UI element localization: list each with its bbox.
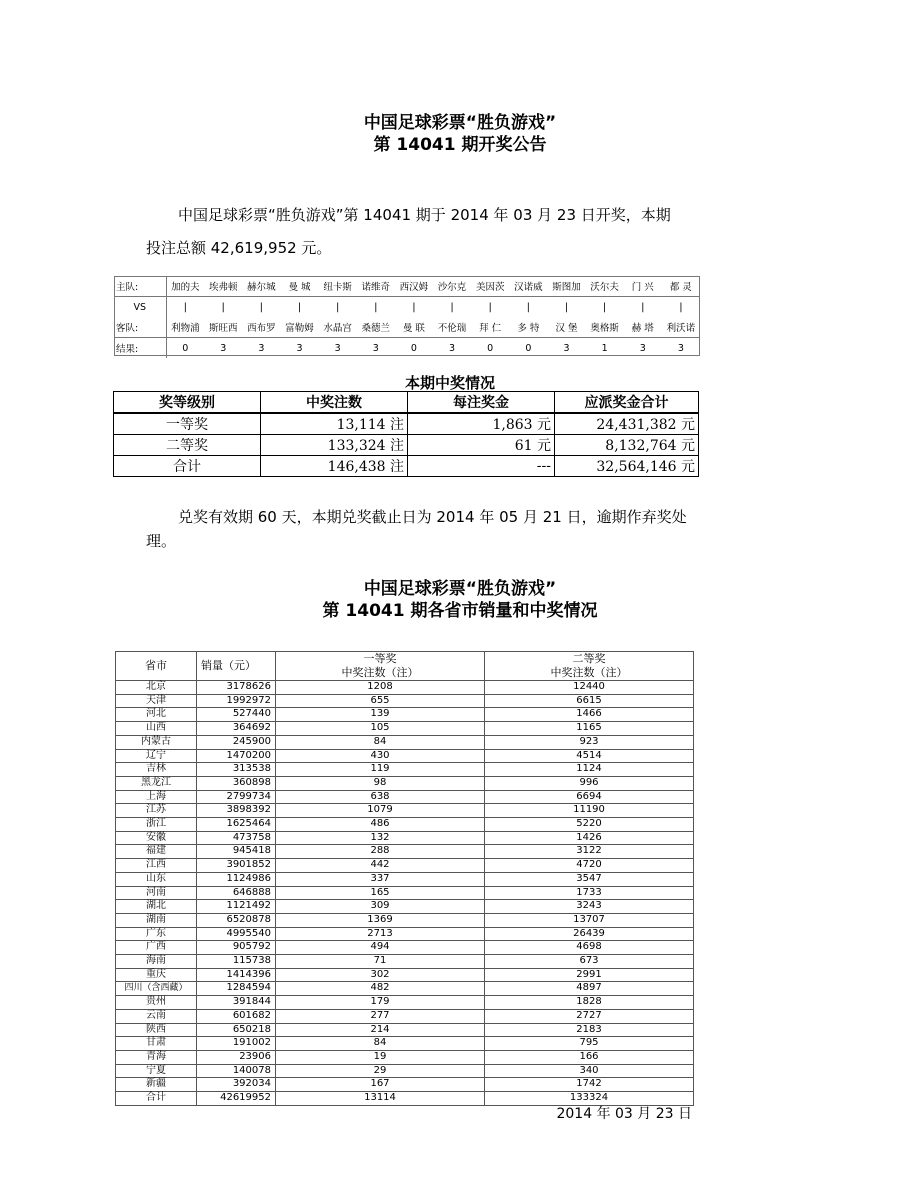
second-prize-count: 4720	[485, 859, 694, 873]
result-row	[114, 338, 700, 359]
province-sales: 650218	[197, 1023, 276, 1037]
intro-paragraph	[146, 204, 706, 259]
vs-mark: |	[641, 301, 645, 313]
first-prize-count: 277	[276, 1009, 485, 1023]
province-name: 甘肃	[116, 1037, 197, 1051]
second-prize-count: 1466	[485, 708, 694, 722]
province-sales: 601682	[197, 1009, 276, 1023]
away-team: 水晶宫	[323, 323, 352, 334]
prize-total: 32,564,146 元	[555, 456, 699, 477]
second-prize-count: 1733	[485, 886, 694, 900]
home-team-row	[114, 276, 700, 297]
match-result: 3	[433, 338, 471, 359]
home-team: 沙尔克	[433, 276, 471, 297]
first-prize-count: 84	[276, 1037, 485, 1051]
second-prize-count: 5220	[485, 818, 694, 832]
home-team: 加的夫	[166, 276, 204, 297]
away-team: 汉 堡	[555, 323, 578, 334]
second-prize-count: 4698	[485, 941, 694, 955]
footer-date: 2014 年 03 月 23 日	[556, 1106, 692, 1122]
home-team: 斯图加	[547, 276, 585, 297]
title-line-1: 中国足球彩票“胜负游戏”	[363, 113, 557, 133]
away-team: 拜 仁	[479, 323, 502, 334]
province-sales: 1124986	[197, 872, 276, 886]
province-name: 新疆	[116, 1078, 197, 1092]
province-name: 海南	[116, 955, 197, 969]
province-name: 江苏	[116, 804, 197, 818]
prize-per-bet: 1,863 元	[408, 413, 555, 435]
away-team: 富勒姆	[285, 323, 314, 334]
first-prize-count: 288	[276, 845, 485, 859]
notice-line-1: 兑奖有效期 60 天，本期兑奖截止日为 2014 年 05 月 21 日，逾期作弃奖处	[178, 508, 687, 526]
province-sales: 3901852	[197, 859, 276, 873]
home-team: 西汉姆	[395, 276, 433, 297]
first-prize-count: 430	[276, 749, 485, 763]
prize-per-bet: 61 元	[408, 435, 555, 456]
first-prize-count: 119	[276, 763, 485, 777]
province-sales: 6520878	[197, 913, 276, 927]
col-second-prize-title: 二等奖	[572, 652, 606, 665]
away-team: 斯旺西	[208, 323, 238, 334]
province-name: 合计	[116, 1092, 197, 1106]
second-prize-count: 2183	[485, 1023, 694, 1037]
province-sales: 23906	[197, 1050, 276, 1064]
prize-row-total	[114, 456, 699, 477]
province-row	[116, 804, 694, 818]
province-name: 吉林	[116, 763, 197, 777]
province-sales: 1121492	[197, 900, 276, 914]
intro-line-2: 投注总额 42,619,952 元。	[146, 239, 332, 257]
province-sales: 1625464	[197, 818, 276, 832]
col-first-prize-title: 一等奖	[363, 652, 397, 665]
away-team: 桑德兰	[361, 323, 391, 334]
province-row	[116, 900, 694, 914]
vs-label: VS	[114, 297, 166, 318]
first-prize-count: 494	[276, 941, 485, 955]
second-prize-count: 3122	[485, 845, 694, 859]
match-result: 3	[204, 338, 242, 359]
match-result: 3	[242, 338, 280, 359]
prize-level: 二等奖	[114, 435, 261, 456]
first-prize-count: 13114	[276, 1092, 485, 1106]
province-sales: 4995540	[197, 927, 276, 941]
province-sales: 42619952	[197, 1092, 276, 1106]
away-team: 西布罗	[247, 323, 276, 334]
province-title	[60, 578, 860, 622]
province-name: 重庆	[116, 968, 197, 982]
province-row	[116, 1009, 694, 1023]
vs-mark: |	[488, 301, 492, 313]
province-row	[116, 941, 694, 955]
province-sales: 945418	[197, 845, 276, 859]
col-province: 省市	[116, 652, 197, 681]
prize-caption: 本期中奖情况	[404, 374, 495, 392]
province-header-row	[116, 652, 694, 681]
first-prize-count: 1079	[276, 804, 485, 818]
away-team: 不伦瑞	[437, 323, 467, 334]
province-title-line-2: 第 14041 期各省市销量和中奖情况	[322, 601, 598, 621]
province-name: 黑龙江	[116, 776, 197, 790]
home-team: 都 灵	[662, 276, 700, 297]
province-name: 湖南	[116, 913, 197, 927]
second-prize-count: 340	[485, 1064, 694, 1078]
second-prize-count: 923	[485, 735, 694, 749]
province-sales: 905792	[197, 941, 276, 955]
second-prize-count: 996	[485, 776, 694, 790]
prize-header-level: 奖等级别	[114, 392, 261, 414]
vs-mark: |	[297, 301, 302, 313]
first-prize-count: 29	[276, 1064, 485, 1078]
away-team-row	[114, 317, 700, 338]
second-prize-count: 673	[485, 955, 694, 969]
second-prize-count: 12440	[485, 681, 694, 695]
home-team: 诺维奇	[357, 276, 395, 297]
result-label: 结果:	[114, 338, 166, 359]
province-row	[116, 722, 694, 736]
prize-total: 24,431,382 元	[555, 413, 699, 435]
province-name: 云南	[116, 1009, 197, 1023]
province-name: 上海	[116, 790, 197, 804]
first-prize-count: 167	[276, 1078, 485, 1092]
first-prize-count: 1369	[276, 913, 485, 927]
announcement-title	[60, 112, 860, 156]
match-result: 3	[662, 338, 700, 359]
province-row	[116, 1078, 694, 1092]
match-result: 1	[586, 338, 624, 359]
match-result: 3	[280, 338, 318, 359]
away-team: 利沃诺	[666, 323, 696, 334]
province-name: 青海	[116, 1050, 197, 1064]
vs-row	[114, 297, 700, 318]
title-line-2: 第 14041 期开奖公告	[373, 135, 547, 155]
province-sales: 473758	[197, 831, 276, 845]
home-team: 埃弗顿	[204, 276, 242, 297]
first-prize-count: 2713	[276, 927, 485, 941]
province-row	[116, 982, 694, 996]
prize-level: 一等奖	[114, 413, 261, 435]
province-table	[115, 651, 694, 1106]
col-first-prize-unit: 中奖注数（注）	[341, 666, 419, 679]
province-sales: 1414396	[197, 968, 276, 982]
first-prize-count: 337	[276, 872, 485, 886]
vs-mark: |	[412, 301, 416, 313]
province-row	[116, 872, 694, 886]
away-team: 奥格斯	[590, 323, 619, 334]
province-row	[116, 886, 694, 900]
province-name: 宁夏	[116, 1064, 197, 1078]
prize-count: 146,438 注	[261, 456, 408, 477]
home-team: 美因茨	[471, 276, 509, 297]
match-result: 3	[547, 338, 585, 359]
province-sales: 115738	[197, 955, 276, 969]
second-prize-count: 1165	[485, 722, 694, 736]
province-sales: 1470200	[197, 749, 276, 763]
col-second-prize-unit: 中奖注数（注）	[550, 666, 628, 679]
home-label: 主队:	[114, 276, 166, 297]
first-prize-count: 179	[276, 996, 485, 1010]
first-prize-count: 482	[276, 982, 485, 996]
home-team: 曼 城	[280, 276, 318, 297]
first-prize-count: 1208	[276, 681, 485, 695]
province-sales: 360898	[197, 776, 276, 790]
province-row	[116, 763, 694, 777]
province-name: 广东	[116, 927, 197, 941]
match-result: 0	[509, 338, 547, 359]
second-prize-count: 2727	[485, 1009, 694, 1023]
second-prize-count: 1828	[485, 996, 694, 1010]
province-name: 四川（含西藏）	[116, 982, 197, 996]
away-label: 客队:	[114, 317, 166, 338]
province-sales: 3898392	[197, 804, 276, 818]
province-row	[116, 708, 694, 722]
province-row	[116, 694, 694, 708]
second-prize-count: 4514	[485, 749, 694, 763]
first-prize-count: 638	[276, 790, 485, 804]
second-prize-count: 3243	[485, 900, 694, 914]
prize-header-total: 应派奖金合计	[555, 392, 699, 414]
prize-header-count: 中奖注数	[261, 392, 408, 414]
away-team: 利物浦	[171, 323, 200, 334]
match-result: 3	[357, 338, 395, 359]
second-prize-count: 2991	[485, 968, 694, 982]
first-prize-count: 19	[276, 1050, 485, 1064]
prize-table	[113, 391, 699, 477]
province-name: 北京	[116, 681, 197, 695]
province-row	[116, 681, 694, 695]
province-name: 福建	[116, 845, 197, 859]
province-name: 江西	[116, 859, 197, 873]
match-result: 3	[624, 338, 662, 359]
col-second-prize	[485, 652, 694, 681]
province-name: 内蒙古	[116, 735, 197, 749]
match-result: 0	[471, 338, 509, 359]
first-prize-count: 486	[276, 818, 485, 832]
province-sales: 392034	[197, 1078, 276, 1092]
second-prize-count: 11190	[485, 804, 694, 818]
province-row	[116, 927, 694, 941]
second-prize-count: 133324	[485, 1092, 694, 1106]
intro-line-1: 中国足球彩票“胜负游戏”第 14041 期于 2014 年 03 月 23 日开奖，本期	[178, 206, 671, 224]
province-name: 河北	[116, 708, 197, 722]
home-team: 汉诺威	[509, 276, 547, 297]
prize-count: 133,324 注	[261, 435, 408, 456]
col-sales: 销量（元）	[197, 652, 276, 681]
province-row	[116, 1050, 694, 1064]
vs-mark: |	[679, 301, 683, 313]
province-row	[116, 790, 694, 804]
vs-mark: |	[564, 301, 569, 313]
prize-count: 13,114 注	[261, 413, 408, 435]
province-sales: 140078	[197, 1064, 276, 1078]
first-prize-count: 84	[276, 735, 485, 749]
away-team: 赫 塔	[631, 323, 654, 334]
province-row	[116, 913, 694, 927]
first-prize-count: 139	[276, 708, 485, 722]
province-row	[116, 1023, 694, 1037]
second-prize-count: 13707	[485, 913, 694, 927]
first-prize-count: 302	[276, 968, 485, 982]
province-name: 天津	[116, 694, 197, 708]
prize-header-per-bet: 每注奖金	[408, 392, 555, 414]
home-team: 沃尔夫	[586, 276, 624, 297]
second-prize-count: 1124	[485, 763, 694, 777]
province-row	[116, 996, 694, 1010]
province-name: 浙江	[116, 818, 197, 832]
province-name: 广西	[116, 941, 197, 955]
province-row	[116, 845, 694, 859]
prize-per-bet: ---	[408, 456, 555, 477]
province-sales: 1992972	[197, 694, 276, 708]
province-row	[116, 818, 694, 832]
first-prize-count: 71	[276, 955, 485, 969]
home-team: 门 兴	[624, 276, 662, 297]
province-sales: 3178626	[197, 681, 276, 695]
province-name: 山东	[116, 872, 197, 886]
away-team: 曼 联	[402, 323, 425, 334]
vs-mark: |	[335, 301, 340, 313]
province-name: 辽宁	[116, 749, 197, 763]
vs-mark: |	[602, 301, 607, 313]
second-prize-count: 26439	[485, 927, 694, 941]
province-sales: 527440	[197, 708, 276, 722]
province-sales: 391844	[197, 996, 276, 1010]
province-row	[116, 749, 694, 763]
home-team: 纽卡斯	[319, 276, 357, 297]
province-name: 安徽	[116, 831, 197, 845]
match-table	[114, 276, 700, 358]
second-prize-count: 1426	[485, 831, 694, 845]
province-sales: 191002	[197, 1037, 276, 1051]
first-prize-count: 655	[276, 694, 485, 708]
match-result: 3	[319, 338, 357, 359]
second-prize-count: 166	[485, 1050, 694, 1064]
province-row	[116, 859, 694, 873]
province-sales: 646888	[197, 886, 276, 900]
vs-mark: |	[374, 301, 378, 313]
province-row	[116, 831, 694, 845]
province-name: 山西	[116, 722, 197, 736]
province-row	[116, 735, 694, 749]
province-rows	[116, 681, 694, 1106]
second-prize-count: 6694	[485, 790, 694, 804]
first-prize-count: 442	[276, 859, 485, 873]
second-prize-count: 4897	[485, 982, 694, 996]
match-result: 0	[395, 338, 433, 359]
away-team: 多 特	[517, 323, 540, 334]
province-name: 陕西	[116, 1023, 197, 1037]
first-prize-count: 214	[276, 1023, 485, 1037]
province-row	[116, 1064, 694, 1078]
vs-mark: |	[526, 301, 531, 313]
first-prize-count: 165	[276, 886, 485, 900]
province-sales: 2799734	[197, 790, 276, 804]
prize-header-row	[114, 392, 699, 414]
first-prize-count: 105	[276, 722, 485, 736]
province-row	[116, 955, 694, 969]
prize-total: 8,132,764 元	[555, 435, 699, 456]
province-name: 贵州	[116, 996, 197, 1010]
province-title-line-1: 中国足球彩票“胜负游戏”	[363, 579, 557, 599]
province-name: 湖北	[116, 900, 197, 914]
province-row	[116, 1037, 694, 1051]
col-first-prize	[276, 652, 485, 681]
province-sales: 1284594	[197, 982, 276, 996]
claim-notice	[146, 506, 706, 552]
notice-line-2: 理。	[146, 532, 177, 550]
province-sales: 313538	[197, 763, 276, 777]
vs-mark: |	[183, 301, 187, 313]
first-prize-count: 98	[276, 776, 485, 790]
vs-mark: |	[221, 301, 225, 313]
province-row	[116, 968, 694, 982]
second-prize-count: 6615	[485, 694, 694, 708]
province-sales: 245900	[197, 735, 276, 749]
second-prize-count: 1742	[485, 1078, 694, 1092]
second-prize-count: 795	[485, 1037, 694, 1051]
second-prize-count: 3547	[485, 872, 694, 886]
home-team: 赫尔城	[242, 276, 280, 297]
vs-mark: |	[259, 301, 264, 313]
match-result: 0	[166, 338, 204, 359]
province-name: 河南	[116, 886, 197, 900]
province-row	[116, 776, 694, 790]
prize-row-second	[114, 435, 699, 456]
prize-row-first	[114, 413, 699, 435]
province-sales: 364692	[197, 722, 276, 736]
first-prize-count: 132	[276, 831, 485, 845]
prize-level: 合计	[114, 456, 261, 477]
first-prize-count: 309	[276, 900, 485, 914]
vs-mark: |	[450, 301, 454, 313]
